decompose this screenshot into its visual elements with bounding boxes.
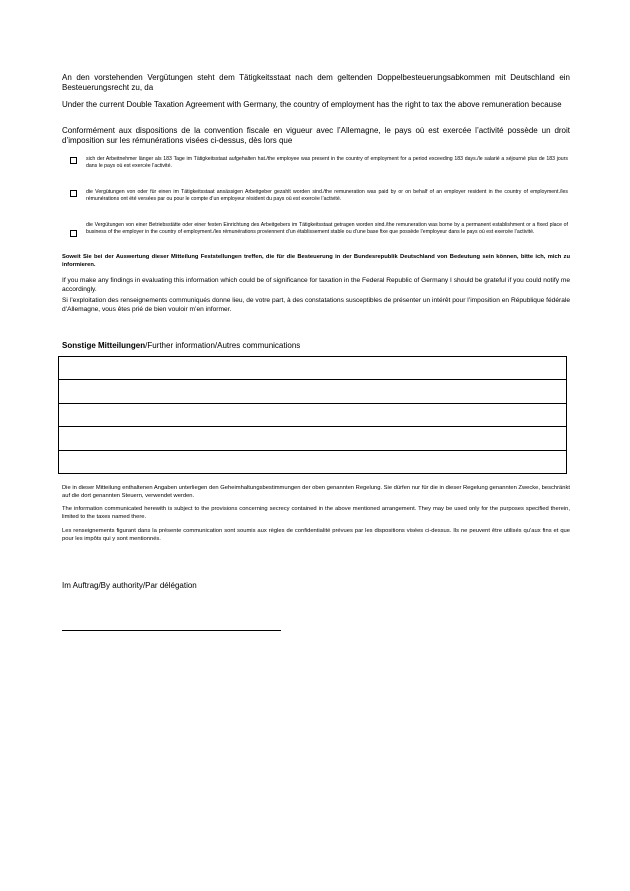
further-info-heading: [62, 341, 300, 351]
evaluation-fr: Si l’exploitation des renseignements communiqués donne lieu, de votre part, à des constatations susceptibles de présenter un intérêt pour l’imposition en République fédérale d’Allemagne, vous êtes prié de bien vouloir m’en informer.: [62, 297, 570, 313]
secrecy-fr: Les renseignements figurant dans la présente communication sont soumis aux règles de confidentialité prévues par les dispositions visées ci-dessus. Ils ne peuvent être utilisés qu’aux fins et que pour les impôts qui y sont mentionnés.: [62, 528, 570, 542]
further-info-row-2[interactable]: [59, 380, 566, 403]
further-info-table: [58, 356, 567, 474]
evaluation-en: If you make any findings in evaluating this information which could be of significance for taxation in the Federal Republic of Germany I should be grateful if you could notify me accordingly.: [62, 277, 570, 293]
further-info-row-4[interactable]: [59, 427, 566, 450]
intro-de: An den vorstehenden Vergütungen steht dem Tätigkeitsstaat nach dem geltenden Doppelbesteuerungsabkommen mit Deutschland ein Besteuerungsrecht zu, da: [62, 73, 570, 92]
option-label: sich der Arbeitnehmer länger als 183 Tage im Tätigkeitsstaat aufgehalten hat./the employee was present in the country of employment for a period exceeding 183 days./le salarié a séjourné plus de 183 jours dans le pays où est exercée l’activité.: [86, 156, 568, 169]
option-label: die Vergütungen von oder für einen im Tätigkeitsstaat ansässigen Arbeitgeber gezahlt worden sind./the remuneration was paid by or on behalf of an employer resident in the country of employment./les rémunérations ont été versées par ou pour le compte d’un employeur résident du pays où est exercée l’activité.: [86, 189, 568, 202]
further-info-row-5[interactable]: [59, 451, 566, 474]
evaluation-de: Soweit Sie bei der Auswertung dieser Mitteilung Feststellungen treffen, die für die Besteuerung in der Bundesrepublik Deutschland von Bedeutung sein können, bitte ich, mich zu informieren.: [62, 254, 570, 268]
further-info-row-1[interactable]: [59, 357, 566, 380]
secrecy-de: Die in dieser Mitteilung enthaltenen Angaben unterliegen den Geheimhaltungsbestimmungen der oben genannten Regelung. Sie dürfen nur für die in dieser Regelung genannten Zwecke, beschränkt auf die dort genannten Steuern, verwendet werden.: [62, 485, 570, 499]
heading-rest: /Further information/Autres communications: [145, 341, 301, 350]
option-label: die Vergütungen von einer Betriebsstätte oder einer festen Einrichtung des Arbeitgebers im Tätigkeitsstaat getragen worden sind./the remuneration was borne by a permanent establishment or a fixed place of business of the employer in the country of employment./les rémunérations proviennent d’un établissement stable ou d’une base fixe que possède l’employeur dans le pays où est exercée l’activité.: [86, 222, 568, 235]
checkbox-resident-employer[interactable]: [70, 190, 77, 197]
checkbox-permanent-establishment[interactable]: [70, 230, 77, 237]
heading-bold: Sonstige Mitteilungen: [62, 341, 146, 350]
secrecy-en: The information communicated herewith is subject to the provisions concerning secrecy contained in the above mentioned arrangement. They may be used only for the purposes specified therein, limited to the taxes named there.: [62, 506, 570, 520]
intro-en: Under the current Double Taxation Agreement with Germany, the country of employment has the right to tax the above remuneration because: [62, 100, 562, 109]
intro-fr: Conformément aux dispositions de la convention fiscale en vigueur avec l’Allemagne, le pays où est exercée l’activité possède un droit d’imposition sur les rémunérations visées ci-dessus, dès lors que: [62, 126, 570, 145]
signature-label: Im Auftrag/By authority/Par délégation: [62, 581, 197, 590]
checkbox-183-days[interactable]: [70, 157, 77, 164]
signature-line: [62, 630, 281, 631]
further-info-row-3[interactable]: [59, 404, 566, 427]
